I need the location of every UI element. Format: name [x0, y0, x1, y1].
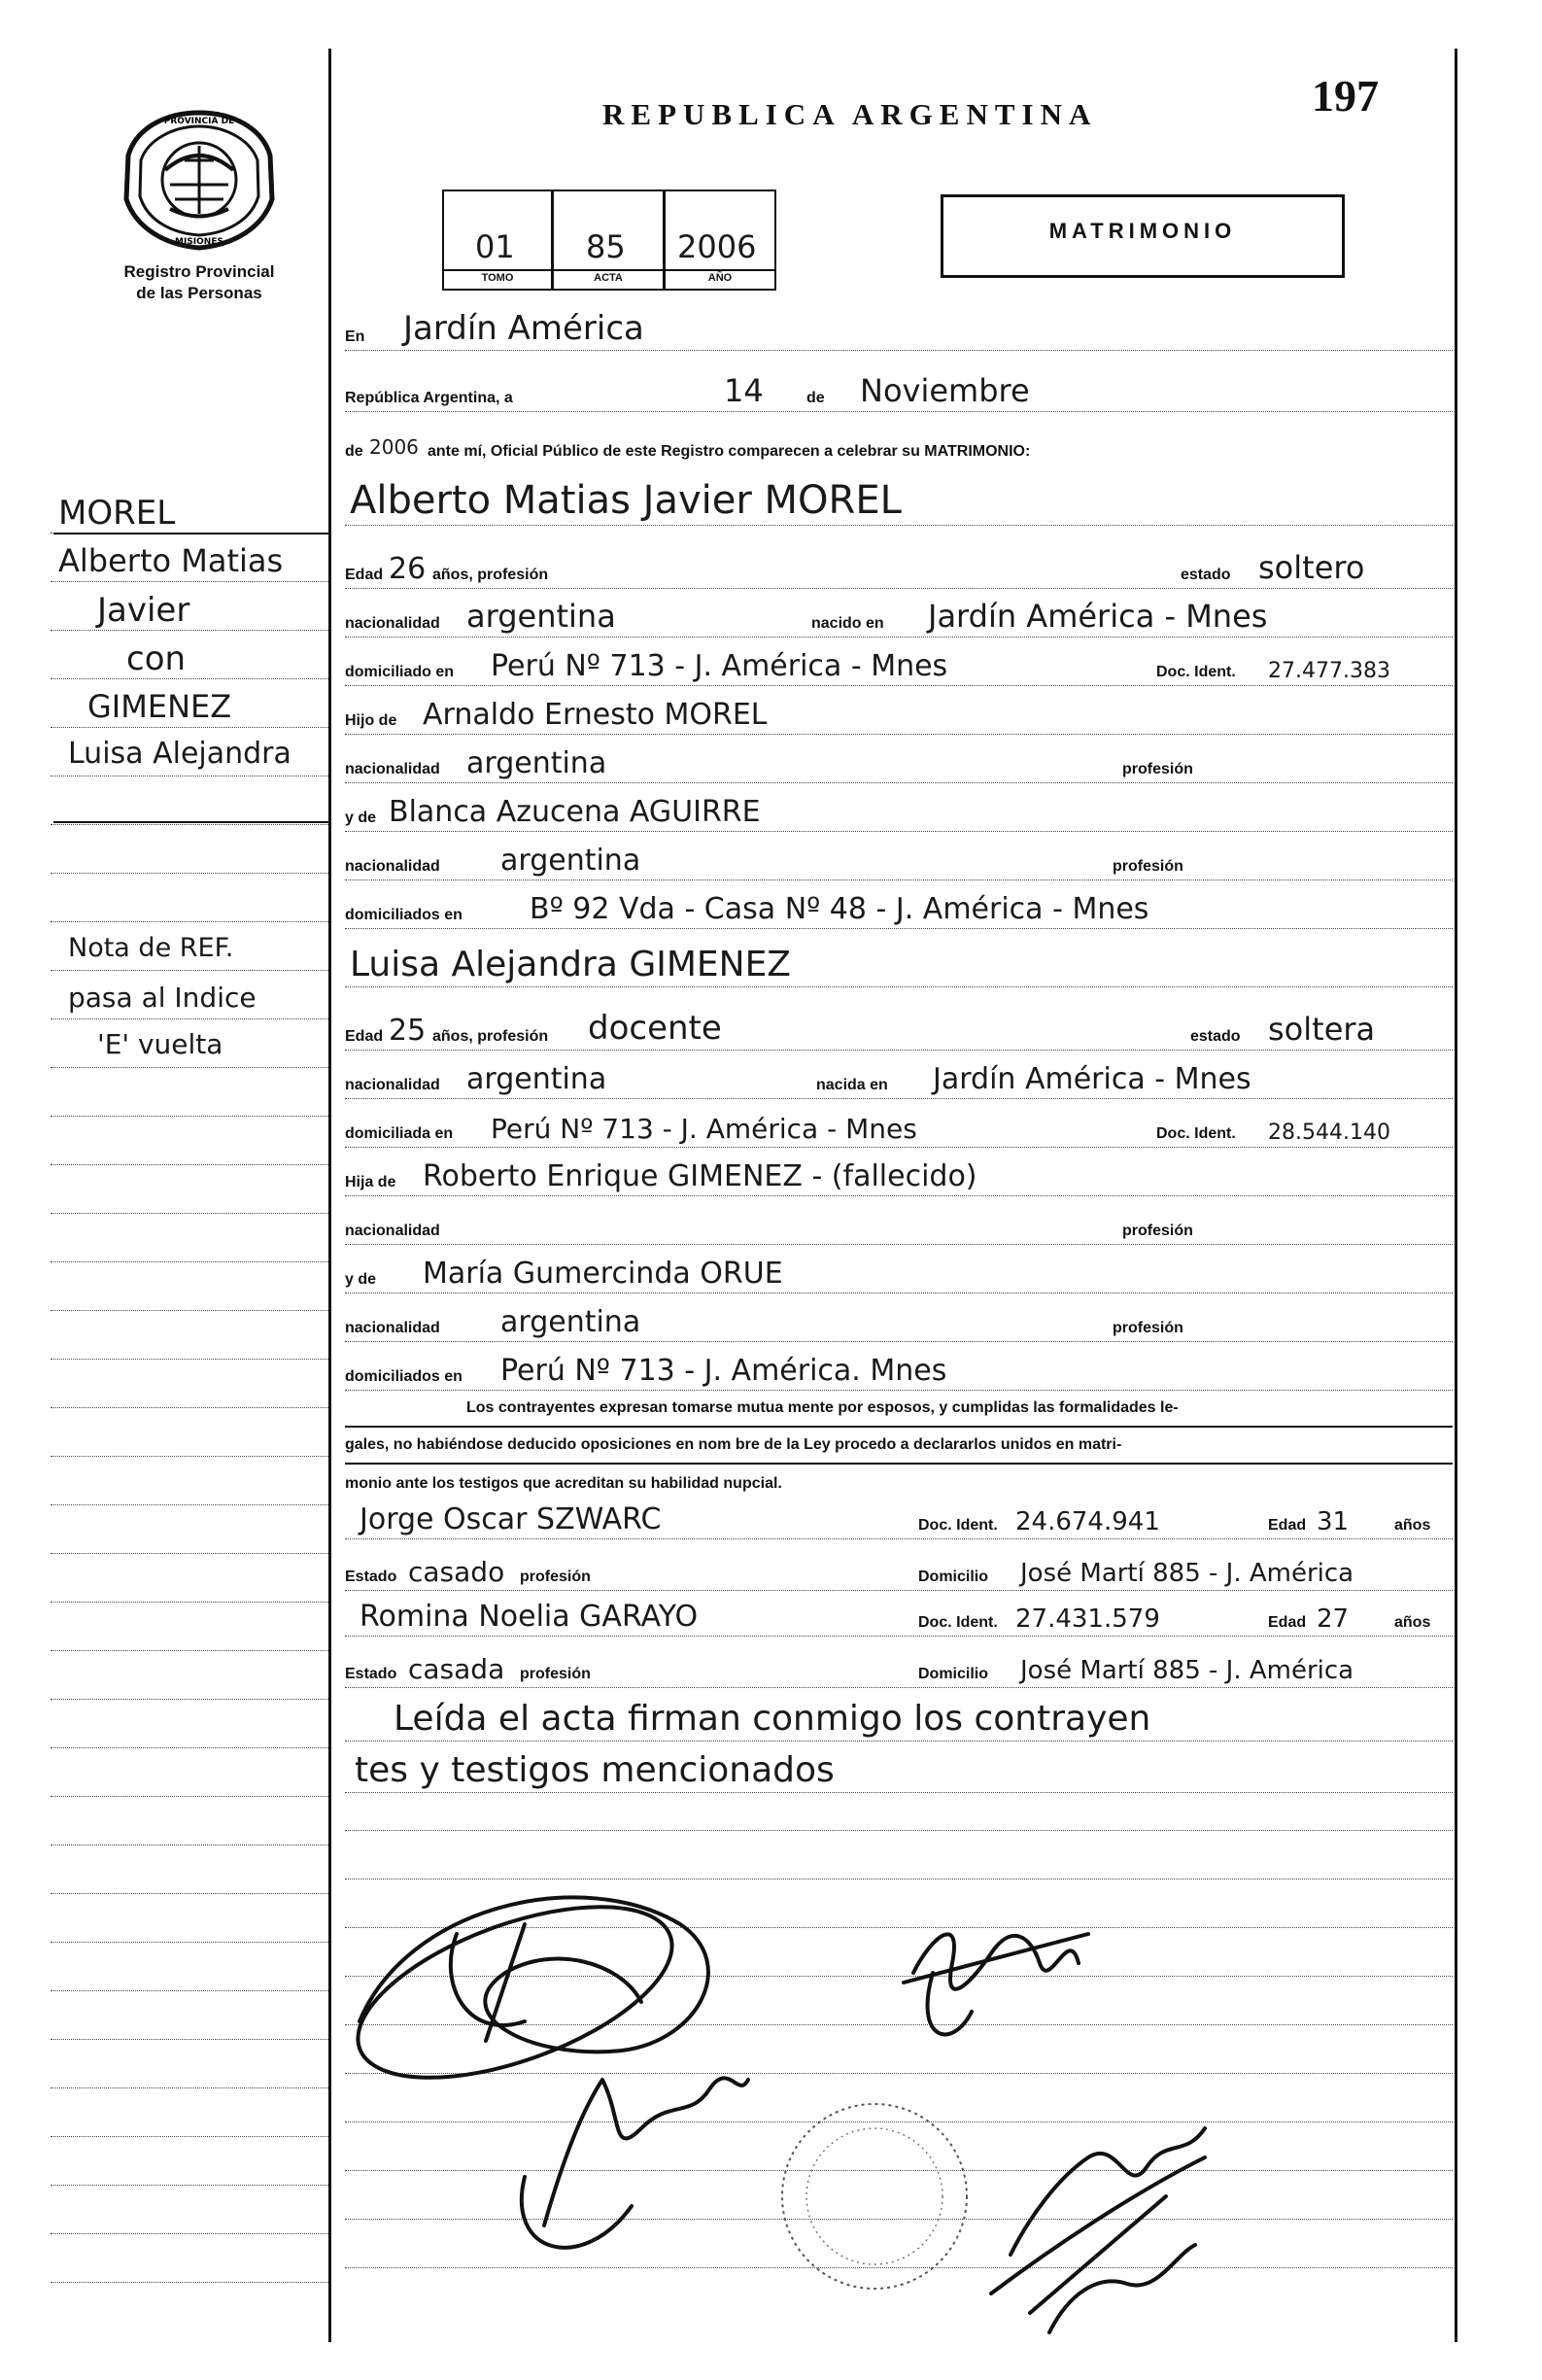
field-bride-madre: y de María Gumercinda ORUE — [345, 1254, 1453, 1293]
groom-padre: Arnaldo Ernesto MOREL — [423, 698, 768, 732]
field-groom-name — [345, 476, 1453, 526]
witness1-doc: 24.674.941 — [1015, 1507, 1160, 1536]
country-title: REPUBLICA ARGENTINA — [602, 97, 1098, 131]
groom-madre: Blanca Azucena AGUIRRE — [389, 795, 761, 829]
bride-padre: Roberto Enrique GIMENEZ - (fallecido) — [423, 1159, 977, 1193]
registry-stamp — [782, 2104, 967, 2289]
field-groom-edad: Edad 26 años, profesión estado soltero — [345, 549, 1453, 589]
acta-label: ACTA — [594, 272, 623, 284]
field-anio: de 2006 ante mí, Oficial Público de este Registro comparecen a celebrar su MATRIMONIO: — [345, 435, 1031, 460]
field-groom-padre: Hijo de Arnaldo Ernesto MOREL — [345, 695, 1453, 735]
record-type: MATRIMONIO — [1048, 219, 1237, 243]
margin-note-3: 'E' vuelta — [97, 1028, 223, 1060]
record-type-box — [941, 194, 1345, 278]
margin-name-3: Luisa Alejandra — [68, 737, 291, 771]
witness2-edad: 27 — [1317, 1604, 1350, 1634]
seal-top-text: PROVINCIA DE — [163, 117, 235, 126]
bride-madre: María Gumercinda ORUE — [423, 1257, 783, 1291]
margin-surname-1: MOREL — [58, 494, 176, 533]
bride-nacida: Jardín América - Mnes — [933, 1062, 1251, 1096]
groom-domicilio: Perú Nº 713 - J. América - Mnes — [491, 649, 948, 683]
field-witness2-estado: Estado casada profesión Domicilio José Martí 885 - J. América — [345, 1648, 1453, 1688]
margin-note-2: pasa al Indice — [68, 982, 257, 1014]
margin-name-2: Javier — [97, 591, 190, 630]
seal-bottom-text: MISIONES — [175, 237, 223, 247]
ano-value: 2006 — [677, 228, 757, 265]
anio-value: 2006 — [369, 435, 419, 459]
field-closing-1 — [345, 1694, 1453, 1742]
field-fecha: República Argentina, a 14 de Noviembre — [345, 372, 1453, 412]
margin-name-1: Alberto Matias — [58, 542, 284, 579]
field-bride-dom: domiciliada en Perú Nº 713 - J. América - Mnes Doc. Ident. 28.544.140 — [345, 1108, 1453, 1148]
field-bride-nac: nacionalidad argentina nacida en Jardín América - Mnes — [345, 1059, 1453, 1099]
groom-edad: 26 — [389, 552, 427, 586]
field-groom-madre-nac: nacionalidad argentina profesión — [345, 841, 1453, 880]
groom-padre-nac: argentina — [466, 746, 607, 780]
record-box — [442, 190, 776, 291]
legal-text-2: gales, no habiéndose deducido oposiciones en nom bre de la Ley procedo a declararlos unidos en matri- — [345, 1436, 1122, 1453]
margin-surname-2: GIMENEZ — [87, 688, 232, 725]
field-bride-padre-nac: nacionalidad profesión — [345, 1205, 1453, 1245]
bride-doc: 28.544.140 — [1268, 1121, 1390, 1145]
lugar-value: Jardín América — [403, 309, 644, 348]
closing-line-1: Leída el acta firman conmigo los contrayen — [394, 1699, 1151, 1739]
field-bride-padres-dom: domiciliados en Perú Nº 713 - J. América. Mnes — [345, 1351, 1453, 1391]
bride-nacionalidad: argentina — [466, 1062, 607, 1096]
witness2-estado: casada — [408, 1653, 505, 1685]
legal-text-1: Los contrayentes expresan tomarse mutua mente por esposos, y cumplidas las formalidades le- — [466, 1399, 1179, 1416]
bride-profesion: docente — [588, 1009, 722, 1048]
witness1-name: Jorge Oscar SZWARC — [360, 1502, 662, 1536]
field-groom-padre-nac: nacionalidad argentina profesión — [345, 743, 1453, 783]
groom-name: Alberto Matias Javier MOREL — [350, 478, 902, 523]
field-groom-nac: nacionalidad argentina nacido en Jardín América - Mnes — [345, 598, 1453, 638]
bride-edad: 25 — [389, 1014, 427, 1048]
field-groom-padres-dom: domiciliados en Bº 92 Vda - Casa Nº 48 - J. América - Mnes — [345, 889, 1453, 929]
bride-domicilio: Perú Nº 713 - J. América - Mnes — [491, 1113, 917, 1145]
field-closing-2 — [345, 1745, 1453, 1793]
acta-value: 85 — [586, 228, 626, 265]
margin-note-1: Nota de REF. — [68, 933, 234, 963]
field-witness1-name: Jorge Oscar SZWARC Doc. Ident. 24.674.941 Edad 31 años — [345, 1500, 1453, 1539]
field-lugar: En Jardín América — [345, 311, 1453, 351]
legal-text-3: monio ante los testigos que acreditan su habilidad nupcial. — [345, 1475, 782, 1492]
groom-estado: soltero — [1258, 549, 1365, 586]
field-bride-madre-nac: nacionalidad argentina profesión — [345, 1302, 1453, 1342]
field-bride-name — [345, 938, 1453, 987]
closing-line-2: tes y testigos mencionados — [355, 1750, 835, 1790]
field-witness1-estado: Estado casado profesión Domicilio José Martí 885 - J. América — [345, 1551, 1453, 1591]
field-witness2-name: Romina Noelia GARAYO Doc. Ident. 27.431.579 Edad 27 años — [345, 1597, 1453, 1637]
bride-signature — [522, 2078, 748, 2247]
ano-label: AÑO — [707, 272, 733, 284]
tomo-value: 01 — [475, 228, 515, 265]
witness2-name: Romina Noelia GARAYO — [360, 1600, 699, 1634]
bride-estado: soltera — [1268, 1011, 1376, 1048]
groom-nacido: Jardín América - Mnes — [928, 598, 1268, 635]
page-number: 197 — [1312, 71, 1379, 121]
bride-padres-dom: Perú Nº 713 - J. América. Mnes — [500, 1354, 947, 1388]
witness1-estado: casado — [408, 1556, 505, 1588]
dia-value: 14 — [724, 372, 764, 409]
witness1-edad: 31 — [1317, 1507, 1350, 1536]
witness2-domicilio: José Martí 885 - J. América — [1020, 1656, 1354, 1685]
witness1-domicilio: José Martí 885 - J. América — [1020, 1559, 1354, 1588]
groom-nacionalidad: argentina — [466, 598, 616, 635]
registry-line1: Registro Provincial — [123, 262, 275, 281]
field-bride-edad: Edad 25 años, profesión docente estado soltera — [345, 1011, 1453, 1051]
field-groom-dom: domiciliado en Perú Nº 713 - J. América - Mnes Doc. Ident. 27.477.383 — [345, 646, 1453, 686]
mes-value: Noviembre — [860, 372, 1030, 409]
field-groom-madre: y de Blanca Azucena AGUIRRE — [345, 792, 1453, 832]
groom-padres-dom: Bº 92 Vda - Casa Nº 48 - J. América - Mnes — [530, 892, 1149, 926]
provincial-seal — [117, 107, 282, 253]
witness2-doc: 27.431.579 — [1015, 1604, 1160, 1634]
field-bride-padre: Hija de Roberto Enrique GIMENEZ - (fallecido) — [345, 1156, 1453, 1196]
tomo-label: TOMO — [481, 272, 514, 284]
margin-con: con — [126, 639, 187, 678]
signatures — [330, 1788, 1457, 2371]
registry-line2: de las Personas — [136, 284, 262, 302]
groom-doc: 27.477.383 — [1268, 659, 1390, 683]
bride-madre-nac: argentina — [500, 1305, 641, 1339]
groom-madre-nac: argentina — [500, 844, 641, 878]
bride-name: Luisa Alejandra GIMENEZ — [350, 945, 791, 984]
